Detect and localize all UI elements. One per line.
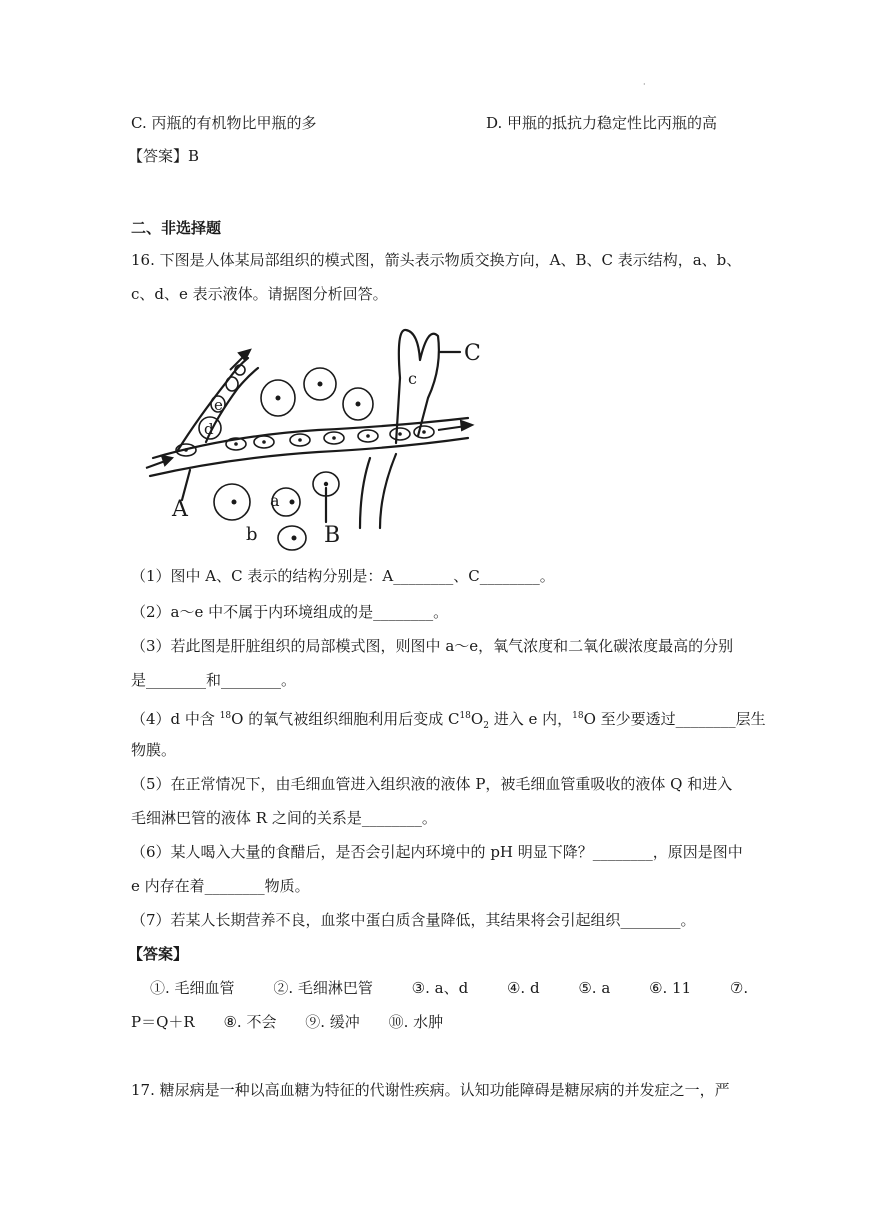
lymph-vessel-lower-left <box>360 458 370 528</box>
prev-answer: 【答案】B <box>128 147 200 165</box>
q16-sub5-line2: 毛细淋巴管的液体 R 之间的关系是________。 <box>131 809 437 827</box>
q16-sub3-line2: 是________和________。 <box>131 671 297 689</box>
q16-sub6-line1: （6）某人喝入大量的食醋后，是否会引起内环境中的 pH 明显下降？________，原因是图中 <box>131 843 743 861</box>
nucleus <box>356 402 361 407</box>
answers-row1 <box>150 978 748 998</box>
branch-cell <box>226 377 238 391</box>
arrow-out-right-head <box>461 421 472 430</box>
option-d: D. 甲瓶的抵抗力稳定性比丙瓶的高 <box>486 114 718 132</box>
nucleus <box>398 432 402 436</box>
answer-1: ①. 毛细血管 <box>150 979 235 997</box>
answer-10: ⑩. 水肿 <box>388 1013 444 1031</box>
answer-5: ⑤. a <box>578 979 611 997</box>
answers-row2 <box>131 1012 477 1032</box>
q16-stem-line2: c、d、e 表示液体。请据图分析回答。 <box>131 285 388 303</box>
lymph-vessel-left <box>396 330 439 443</box>
label-e: e <box>214 396 223 414</box>
q16-sub4-line1: （4）d 中含 $^{18}$O 的氧气被组织细胞利用后变成 $C^{18}O_2$ 进入 e 内，$^{18}$O 至少要透过________层生 <box>131 710 766 731</box>
label-line-A <box>182 470 190 500</box>
nucleus <box>298 438 302 442</box>
q17-stem-line1: 17. 糖尿病是一种以高血糖为特征的代谢性疾病。认知功能障碍是糖尿病的并发症之一，严 <box>131 1081 730 1099</box>
label-d: d <box>204 420 214 438</box>
nucleus <box>234 442 238 446</box>
label-C: C <box>464 341 481 366</box>
answer-7-marker: ⑦. <box>729 979 749 997</box>
nucleus <box>232 500 237 505</box>
answer-3: ③. a、d <box>411 979 469 997</box>
nucleus <box>366 434 370 438</box>
option-c: C. 丙瓶的有机物比甲瓶的多 <box>131 114 317 132</box>
answer-heading: 【答案】 <box>128 945 189 963</box>
nucleus <box>324 482 328 486</box>
label-A: A <box>172 497 188 522</box>
label-b: b <box>246 524 258 545</box>
nucleus <box>262 440 266 444</box>
page-marker-dot: · <box>643 80 646 89</box>
answer-2: ②. 毛细淋巴管 <box>273 979 373 997</box>
lymph-vessel-lower-right <box>380 454 396 528</box>
q16-sub4-line2: 物膜。 <box>131 741 177 759</box>
answer-6: ⑥. 11 <box>649 979 692 997</box>
nucleus <box>332 436 336 440</box>
q16-sub1: （1）图中 A、C 表示的结构分别是：A________、C________。 <box>131 567 555 585</box>
q16-sub2: （2）a～e 中不属于内环境组成的是________。 <box>131 603 449 621</box>
answer-4: ④. d <box>506 979 540 997</box>
nucleus <box>292 536 297 541</box>
nucleus <box>422 430 426 434</box>
label-B: B <box>324 523 341 548</box>
q16-sub3-line1: （3）若此图是肝脏组织的局部模式图，则图中 a～e，氧气浓度和二氧化碳浓度最高的分别 <box>131 637 734 655</box>
tissue-diagram <box>138 318 483 553</box>
answer-7: P＝Q＋R <box>131 1013 195 1031</box>
q16-stem-line1: 16. 下图是人体某局部组织的模式图，箭头表示物质交换方向，A、B、C 表示结构，a、b、 <box>131 251 742 269</box>
q16-sub5-line1: （5）在正常情况下，由毛细血管进入组织液的液体 P，被毛细血管重吸收的液体 Q 和进入 <box>131 775 733 793</box>
answer-9: ⑨. 缓冲 <box>305 1013 360 1031</box>
nucleus <box>318 382 323 387</box>
answer-8: ⑧. 不会 <box>223 1013 277 1031</box>
arrow-in-left-head <box>162 456 172 465</box>
q16-sub7: （7）若某人长期营养不良，血浆中蛋白质含量降低，其结果将会引起组织________。 <box>131 911 696 929</box>
section-heading: 二、非选择题 <box>131 219 222 237</box>
nucleus <box>290 500 295 505</box>
nucleus <box>276 396 281 401</box>
q16-sub6-line2: e 内存在着________物质。 <box>131 877 310 895</box>
label-c: c <box>408 369 417 388</box>
nucleus <box>184 448 188 452</box>
label-a: a <box>270 491 280 510</box>
